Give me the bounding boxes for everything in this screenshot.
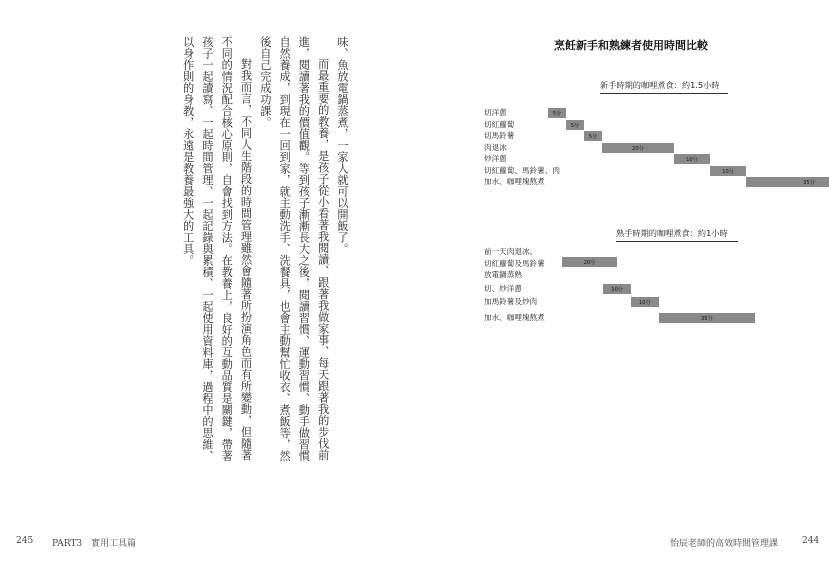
task-label: 肉退冰 [484, 143, 507, 152]
task-label: 炒洋蔥 [484, 154, 507, 163]
task-label: 切、炒洋蔥 [484, 284, 522, 293]
task-label: 切洋蔥 [484, 108, 507, 117]
task-bar-label: 10分 [686, 156, 698, 163]
task-bar [566, 120, 584, 130]
task-bar [584, 131, 602, 141]
task-bar [602, 143, 674, 153]
task-label: 切紅蘿蔔、馬鈴薯、肉 [484, 166, 560, 175]
chart-group-title-1: 新手時期的咖哩煮食：約1.5小時 [600, 80, 720, 90]
book-title: 怡辰老師的高效時間管理課 [670, 539, 779, 549]
task-bar-label: 10分 [722, 168, 734, 175]
task-bar-label: 5分 [570, 122, 580, 129]
task-bar [631, 297, 659, 307]
task-bar-label: 5分 [552, 110, 562, 117]
task-label: 前一天肉退冰、 切紅蘿蔔及馬鈴薯 放電鍋蒸熟 [484, 247, 545, 279]
task-bar-label: 10分 [611, 286, 624, 293]
task-bar-label: 20分 [632, 145, 644, 152]
chart-group-title-2: 熟手時期的咖哩煮食：約1小時 [616, 228, 728, 238]
left-page [0, 0, 414, 562]
task-label: 切馬鈴薯 [484, 131, 515, 140]
task-bar-label: 10分 [638, 299, 651, 306]
section-title: PART3 實用工具篇 [52, 539, 137, 549]
task-bar [659, 313, 756, 323]
task-bar-label: 35分 [700, 315, 713, 322]
task-bar [562, 257, 617, 267]
chart-title: 烹飪新手和熟練者使用時間比較 [554, 39, 708, 52]
paragraph-2: 而最重要的教養，是孩子從小看著我閱讀、跟著我做家事、每天跟著我的步伐前進，閱讀著我的價值觀。等到孩子漸漸長大之後，閱讀習慣、運動習慣、動手做習慣自然養成，到現在一回到家，就主動洗手、洗餐具，也會主動幫忙收衣、煮飯等，然後自己完成功課。 [258, 36, 330, 462]
task-bar [710, 166, 746, 176]
right-page-number: 244 [802, 536, 820, 546]
left-page-number: 245 [16, 536, 34, 546]
task-bar-label: 35分 [803, 179, 815, 186]
chart-group-underline-2 [616, 241, 738, 242]
chart-group-underline-1 [600, 93, 728, 94]
task-bar [548, 108, 566, 118]
task-bar [746, 177, 829, 187]
task-bar [603, 284, 631, 294]
task-label: 加馬鈴薯及炒肉 [484, 297, 538, 306]
task-bar-label: 20分 [583, 259, 596, 266]
right-page [414, 0, 829, 562]
task-label: 切紅蘿蔔 [484, 120, 515, 129]
paragraph-3: 對我而言，不同人生階段的時間管理雖然會隨著所扮演角色而有所變動，但隨著不同的情況配合核心原則，自會找到方法。在教養上，良好的互動品質是關鍵，帶著孩子一起讀寫、一起時間管理、一起記錄與累積、一起使用資料庫，過程中的思維、以身作則的身教，永遠是教養最強大的工具。 [181, 36, 253, 462]
task-bar [674, 154, 710, 164]
body-text [172, 36, 352, 466]
task-label: 加水、咖哩塊熬煮 [484, 177, 545, 186]
paragraph-1: 味、魚放電鍋蒸煮，一家人就可以開飯了。 [336, 36, 349, 255]
task-bar-label: 5分 [588, 133, 598, 140]
task-label: 加水、咖哩塊熬煮 [484, 313, 545, 322]
